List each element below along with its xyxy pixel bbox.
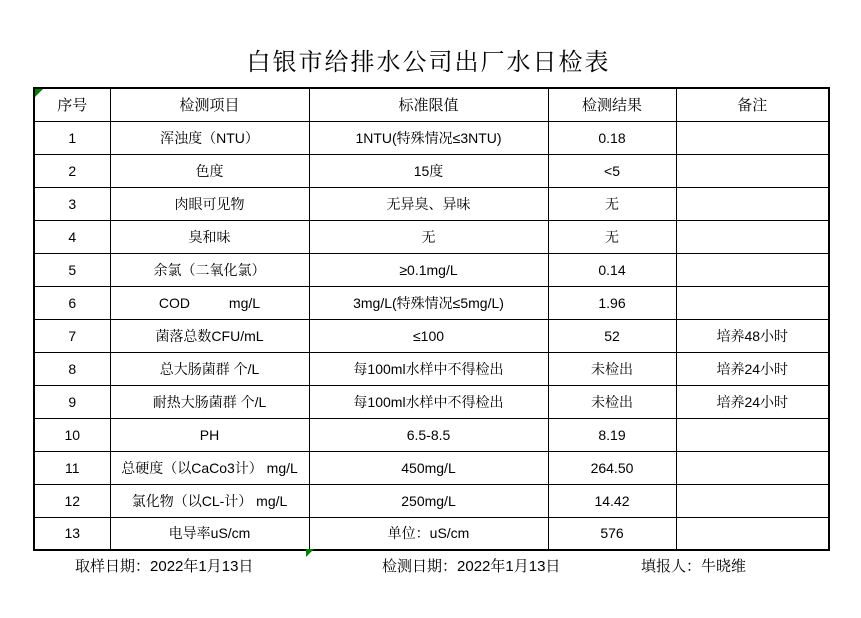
cell-item: 耐热大肠菌群 个/L [110,385,309,418]
cell-note: 培养24小时 [676,385,829,418]
table-row [34,187,829,220]
cell-limit: 每100ml水样中不得检出 [309,352,548,385]
cell-serial: 12 [34,484,110,517]
cell-item: PH [110,418,309,451]
cell-note: 培养48小时 [676,319,829,352]
cell-limit: 250mg/L [309,484,548,517]
cell-serial: 11 [34,451,110,484]
sampling-date [75,558,253,576]
cell-item: 臭和味 [110,220,309,253]
cell-note [676,418,829,451]
cell-serial: 7 [34,319,110,352]
cell-limit: ≤100 [309,319,548,352]
header-limit: 标准限值 [309,88,548,121]
reporter-value: 牛晓维 [701,558,747,575]
cell-item: 总大肠菌群 个/L [110,352,309,385]
table-row [34,484,829,517]
test-date [382,558,560,576]
cell-limit: 1NTU(特殊情况≤3NTU) [309,121,548,154]
cell-serial: 1 [34,121,110,154]
cell-item: 氯化物（以CL-计） mg/L [110,484,309,517]
header-item: 检测项目 [110,88,309,121]
cell-result: 8.19 [548,418,676,451]
cell-limit: 3mg/L(特殊情况≤5mg/L) [309,286,548,319]
table-header-row [34,88,829,121]
cell-item: COD mg/L [110,286,309,319]
cell-result: 未检出 [548,352,676,385]
table-row [34,418,829,451]
cell-limit: 单位：uS/cm [309,517,548,550]
table-row [34,154,829,187]
cell-limit: 每100ml水样中不得检出 [309,385,548,418]
cell-item: 浑浊度（NTU） [110,121,309,154]
page-title: 白银市给排水公司出厂水日检表 [246,49,611,76]
cell-result: 0.18 [548,121,676,154]
table-row [34,385,829,418]
cell-serial: 2 [34,154,110,187]
cell-serial: 9 [34,385,110,418]
cell-limit: 无异臭、异味 [309,187,548,220]
table-row [34,517,829,550]
cell-limit: 15度 [309,154,548,187]
cell-serial: 8 [34,352,110,385]
cell-item: 余氯（二氧化氯） [110,253,309,286]
cell-item: 肉眼可见物 [110,187,309,220]
cell-limit: 6.5-8.5 [309,418,548,451]
cell-result: 264.50 [548,451,676,484]
cell-serial: 4 [34,220,110,253]
cell-note [676,451,829,484]
sampling-date-value: 2022年1月13日 [150,558,254,575]
daily-check-table [33,87,830,551]
cell-item: 电导率uS/cm [110,517,309,550]
cell-note [676,154,829,187]
table-row [34,220,829,253]
cell-note [676,484,829,517]
cell-note: 培养24小时 [676,352,829,385]
cell-note [676,121,829,154]
cell-result: 无 [548,220,676,253]
cell-result: 1.96 [548,286,676,319]
cell-note [676,286,829,319]
table-row [34,121,829,154]
cell-note [676,517,829,550]
reporter-label: 填报人： [641,558,702,575]
test-date-label: 检测日期： [382,558,458,575]
cell-serial: 5 [34,253,110,286]
table-row [34,286,829,319]
cell-serial: 6 [34,286,110,319]
header-note: 备注 [676,88,829,121]
cell-result: <5 [548,154,676,187]
sampling-date-label: 取样日期： [75,558,151,575]
table-row [34,253,829,286]
cell-item: 菌落总数CFU/mL [110,319,309,352]
cell-result: 0.14 [548,253,676,286]
cell-serial: 13 [34,517,110,550]
cell-limit: 无 [309,220,548,253]
header-result: 检测结果 [548,88,676,121]
header-serial: 序号 [34,88,110,121]
cell-result: 14.42 [548,484,676,517]
table-row [34,319,829,352]
cell-result: 无 [548,187,676,220]
reporter [641,558,746,576]
table-row [34,451,829,484]
test-date-value: 2022年1月13日 [457,558,561,575]
cell-limit: 450mg/L [309,451,548,484]
cell-result: 未检出 [548,385,676,418]
cell-serial: 3 [34,187,110,220]
cell-item: 总硬度（以CaCo3计） mg/L [110,451,309,484]
cell-note [676,220,829,253]
cell-limit: ≥0.1mg/L [309,253,548,286]
cell-note [676,253,829,286]
cell-result: 52 [548,319,676,352]
cell-result: 576 [548,517,676,550]
cell-item: 色度 [110,154,309,187]
excel-cell-marker-icon [306,549,314,557]
cell-serial: 10 [34,418,110,451]
cell-note [676,187,829,220]
table-row [34,352,829,385]
